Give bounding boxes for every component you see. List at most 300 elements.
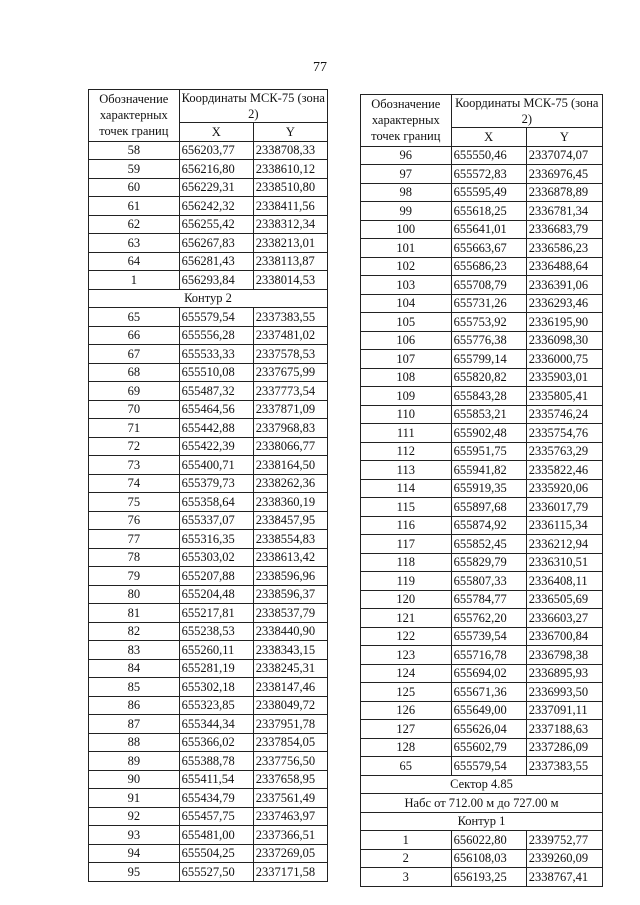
table-row — [89, 252, 328, 271]
table-row — [361, 627, 603, 646]
section-row — [361, 794, 603, 813]
point-number: 84 — [89, 659, 180, 678]
x-coordinate: 655204,48 — [179, 585, 253, 604]
y-coordinate: 2339260,09 — [526, 849, 602, 868]
point-number: 67 — [89, 345, 180, 364]
point-number: 81 — [89, 604, 180, 623]
x-coordinate: 655316,35 — [179, 530, 253, 549]
point-number: 62 — [89, 215, 180, 234]
y-coordinate: 2337756,50 — [253, 752, 327, 771]
table-row — [89, 715, 328, 734]
x-coordinate: 656193,25 — [451, 868, 526, 887]
x-coordinate: 655820,82 — [451, 368, 526, 387]
x-coordinate: 655510,08 — [179, 363, 253, 382]
point-number: 70 — [89, 400, 180, 419]
x-coordinate: 655344,34 — [179, 715, 253, 734]
point-number: 72 — [89, 437, 180, 456]
y-coordinate: 2337561,49 — [253, 789, 327, 808]
y-coordinate: 2339752,77 — [526, 831, 602, 850]
table-row — [89, 696, 328, 715]
y-coordinate: 2338554,83 — [253, 530, 327, 549]
table-row — [89, 456, 328, 475]
table-row — [361, 757, 603, 776]
point-number: 79 — [89, 567, 180, 586]
x-coordinate: 656203,77 — [179, 141, 253, 160]
table-row — [89, 400, 328, 419]
y-coordinate: 2336895,93 — [526, 664, 602, 683]
y-coordinate: 2336017,79 — [526, 498, 602, 517]
y-coordinate: 2337675,99 — [253, 363, 327, 382]
point-number: 86 — [89, 696, 180, 715]
header-coordinates: Координаты МСК-75 (зона 2) — [179, 90, 327, 123]
header-y: Y — [526, 128, 602, 147]
table-row — [361, 479, 603, 498]
y-coordinate: 2338014,53 — [253, 271, 327, 290]
header-x: X — [451, 128, 526, 147]
point-number: 93 — [89, 826, 180, 845]
table-row — [361, 368, 603, 387]
table-row — [89, 622, 328, 641]
y-coordinate: 2337091,11 — [526, 701, 602, 720]
table-row — [89, 197, 328, 216]
coordinates-table-right — [360, 94, 603, 887]
x-coordinate: 655649,00 — [451, 701, 526, 720]
y-coordinate: 2338049,72 — [253, 696, 327, 715]
y-coordinate: 2337463,97 — [253, 807, 327, 826]
header-designation: Обозначение характерных точек границ — [89, 90, 180, 142]
point-number: 61 — [89, 197, 180, 216]
y-coordinate: 2338066,77 — [253, 437, 327, 456]
x-coordinate: 655753,92 — [451, 313, 526, 332]
point-number: 71 — [89, 419, 180, 438]
point-number: 69 — [89, 382, 180, 401]
y-coordinate: 2336391,06 — [526, 276, 602, 295]
table-row — [89, 437, 328, 456]
x-coordinate: 656229,31 — [179, 178, 253, 197]
y-coordinate: 2338113,87 — [253, 252, 327, 271]
y-coordinate: 2338213,01 — [253, 234, 327, 253]
point-number: 105 — [361, 313, 452, 332]
table-row — [89, 807, 328, 826]
y-coordinate: 2338596,37 — [253, 585, 327, 604]
table-row — [361, 405, 603, 424]
x-coordinate: 656293,84 — [179, 271, 253, 290]
table-row — [89, 382, 328, 401]
point-number: 104 — [361, 294, 452, 313]
table-row — [361, 313, 603, 332]
point-number: 78 — [89, 548, 180, 567]
table-row — [361, 849, 603, 868]
y-coordinate: 2338440,90 — [253, 622, 327, 641]
x-coordinate: 655281,19 — [179, 659, 253, 678]
point-number: 114 — [361, 479, 452, 498]
y-coordinate: 2336293,46 — [526, 294, 602, 313]
point-number: 103 — [361, 276, 452, 295]
x-coordinate: 655776,38 — [451, 331, 526, 350]
y-coordinate: 2337871,09 — [253, 400, 327, 419]
table-row — [89, 234, 328, 253]
coordinates-table-left — [88, 89, 328, 882]
table-row — [89, 419, 328, 438]
point-number: 1 — [89, 271, 180, 290]
table-row — [361, 590, 603, 609]
y-coordinate: 2335920,06 — [526, 479, 602, 498]
table-row — [89, 567, 328, 586]
x-coordinate: 655784,77 — [451, 590, 526, 609]
x-coordinate: 656242,32 — [179, 197, 253, 216]
table-row — [89, 530, 328, 549]
point-number: 68 — [89, 363, 180, 382]
point-number: 122 — [361, 627, 452, 646]
x-coordinate: 655422,39 — [179, 437, 253, 456]
table-row — [361, 220, 603, 239]
point-number: 101 — [361, 239, 452, 258]
y-coordinate: 2336310,51 — [526, 553, 602, 572]
x-coordinate: 655694,02 — [451, 664, 526, 683]
table-row — [361, 276, 603, 295]
point-number: 95 — [89, 863, 180, 882]
table-row — [361, 516, 603, 535]
table-row — [361, 387, 603, 406]
y-coordinate: 2337854,05 — [253, 733, 327, 752]
table-row — [361, 442, 603, 461]
table-row — [361, 831, 603, 850]
x-coordinate: 655579,54 — [179, 308, 253, 327]
x-coordinate: 655731,26 — [451, 294, 526, 313]
page-number: 77 — [313, 60, 327, 75]
table-row — [361, 257, 603, 276]
y-coordinate: 2338767,41 — [526, 868, 602, 887]
table-row — [361, 498, 603, 517]
table-row — [361, 239, 603, 258]
table-row — [89, 604, 328, 623]
y-coordinate: 2337074,07 — [526, 146, 602, 165]
point-number: 102 — [361, 257, 452, 276]
x-coordinate: 655302,18 — [179, 678, 253, 697]
y-coordinate: 2335763,29 — [526, 442, 602, 461]
point-number: 125 — [361, 683, 452, 702]
y-coordinate: 2336195,90 — [526, 313, 602, 332]
y-coordinate: 2337383,55 — [253, 308, 327, 327]
point-number: 65 — [361, 757, 452, 776]
point-number: 87 — [89, 715, 180, 734]
y-coordinate: 2338360,19 — [253, 493, 327, 512]
x-coordinate: 655379,73 — [179, 474, 253, 493]
point-number: 83 — [89, 641, 180, 660]
table-row — [361, 701, 603, 720]
section-label: Контур 1 — [361, 812, 603, 831]
x-coordinate: 655504,25 — [179, 844, 253, 863]
point-number: 3 — [361, 868, 452, 887]
y-coordinate: 2335805,41 — [526, 387, 602, 406]
table-row — [361, 720, 603, 739]
y-coordinate: 2338537,79 — [253, 604, 327, 623]
x-coordinate: 655337,07 — [179, 511, 253, 530]
x-coordinate: 655323,85 — [179, 696, 253, 715]
point-number: 1 — [361, 831, 452, 850]
x-coordinate: 655260,11 — [179, 641, 253, 660]
x-coordinate: 655481,00 — [179, 826, 253, 845]
x-coordinate: 655602,79 — [451, 738, 526, 757]
point-number: 119 — [361, 572, 452, 591]
x-coordinate: 655434,79 — [179, 789, 253, 808]
y-coordinate: 2337658,95 — [253, 770, 327, 789]
point-number: 80 — [89, 585, 180, 604]
header-coordinates: Координаты МСК-75 (зона 2) — [451, 95, 602, 128]
table-row — [89, 678, 328, 697]
table-row — [89, 271, 328, 290]
point-number: 94 — [89, 844, 180, 863]
x-coordinate: 655464,56 — [179, 400, 253, 419]
table-row — [89, 844, 328, 863]
y-coordinate: 2335903,01 — [526, 368, 602, 387]
point-number: 107 — [361, 350, 452, 369]
x-coordinate: 655400,71 — [179, 456, 253, 475]
table-row — [89, 585, 328, 604]
table-row — [89, 641, 328, 660]
y-coordinate: 2336586,23 — [526, 239, 602, 258]
table-row — [89, 215, 328, 234]
point-number: 89 — [89, 752, 180, 771]
x-coordinate: 656022,80 — [451, 831, 526, 850]
section-label: Сектор 4.85 — [361, 775, 603, 794]
point-number: 120 — [361, 590, 452, 609]
x-coordinate: 655897,68 — [451, 498, 526, 517]
y-coordinate: 2338245,31 — [253, 659, 327, 678]
table-row — [89, 752, 328, 771]
point-number: 111 — [361, 424, 452, 443]
table-row — [89, 511, 328, 530]
point-number: 66 — [89, 326, 180, 345]
y-coordinate: 2336115,34 — [526, 516, 602, 535]
x-coordinate: 655686,23 — [451, 257, 526, 276]
y-coordinate: 2336700,84 — [526, 627, 602, 646]
table-row — [361, 424, 603, 443]
x-coordinate: 655663,67 — [451, 239, 526, 258]
y-coordinate: 2337286,09 — [526, 738, 602, 757]
x-coordinate: 655829,79 — [451, 553, 526, 572]
x-coordinate: 656216,80 — [179, 160, 253, 179]
table-row — [361, 202, 603, 221]
x-coordinate: 655919,35 — [451, 479, 526, 498]
point-number: 58 — [89, 141, 180, 160]
table-row — [89, 770, 328, 789]
point-number: 92 — [89, 807, 180, 826]
x-coordinate: 655874,92 — [451, 516, 526, 535]
table-row — [89, 160, 328, 179]
x-coordinate: 655238,53 — [179, 622, 253, 641]
x-coordinate: 655457,75 — [179, 807, 253, 826]
header-designation: Обозначение характерных точек границ — [361, 95, 452, 147]
point-number: 97 — [361, 165, 452, 184]
x-coordinate: 655618,25 — [451, 202, 526, 221]
section-row — [361, 775, 603, 794]
y-coordinate: 2337366,51 — [253, 826, 327, 845]
point-number: 98 — [361, 183, 452, 202]
y-coordinate: 2338343,15 — [253, 641, 327, 660]
y-coordinate: 2336976,45 — [526, 165, 602, 184]
x-coordinate: 655579,54 — [451, 757, 526, 776]
table-row — [361, 535, 603, 554]
table-row — [361, 868, 603, 887]
x-coordinate: 656281,43 — [179, 252, 253, 271]
point-number: 65 — [89, 308, 180, 327]
x-coordinate: 655807,33 — [451, 572, 526, 591]
y-coordinate: 2335822,46 — [526, 461, 602, 480]
y-coordinate: 2336603,27 — [526, 609, 602, 628]
point-number: 59 — [89, 160, 180, 179]
table-row — [89, 548, 328, 567]
table-body-left — [89, 141, 328, 881]
y-coordinate: 2337171,58 — [253, 863, 327, 882]
x-coordinate: 656108,03 — [451, 849, 526, 868]
x-coordinate: 655533,33 — [179, 345, 253, 364]
point-number: 73 — [89, 456, 180, 475]
table-row — [89, 733, 328, 752]
x-coordinate: 655902,48 — [451, 424, 526, 443]
table-row — [89, 659, 328, 678]
y-coordinate: 2335754,76 — [526, 424, 602, 443]
point-number: 75 — [89, 493, 180, 512]
x-coordinate: 655708,79 — [451, 276, 526, 295]
y-coordinate: 2338312,34 — [253, 215, 327, 234]
x-coordinate: 655739,54 — [451, 627, 526, 646]
y-coordinate: 2337269,05 — [253, 844, 327, 863]
x-coordinate: 655366,02 — [179, 733, 253, 752]
x-coordinate: 655852,45 — [451, 535, 526, 554]
point-number: 63 — [89, 234, 180, 253]
y-coordinate: 2337188,63 — [526, 720, 602, 739]
table-row — [89, 474, 328, 493]
point-number: 121 — [361, 609, 452, 628]
section-label: Контур 2 — [89, 289, 328, 308]
y-coordinate: 2337481,02 — [253, 326, 327, 345]
y-coordinate: 2336993,50 — [526, 683, 602, 702]
point-number: 117 — [361, 535, 452, 554]
x-coordinate: 655843,28 — [451, 387, 526, 406]
table-body-right — [361, 146, 603, 886]
point-number: 82 — [89, 622, 180, 641]
point-number: 116 — [361, 516, 452, 535]
y-coordinate: 2338164,50 — [253, 456, 327, 475]
x-coordinate: 655572,83 — [451, 165, 526, 184]
table-row — [361, 738, 603, 757]
x-coordinate: 655358,64 — [179, 493, 253, 512]
table-row — [361, 146, 603, 165]
y-coordinate: 2338708,33 — [253, 141, 327, 160]
y-coordinate: 2336798,38 — [526, 646, 602, 665]
table-row — [89, 789, 328, 808]
point-number: 126 — [361, 701, 452, 720]
y-coordinate: 2337383,55 — [526, 757, 602, 776]
table-row — [361, 609, 603, 628]
x-coordinate: 655941,82 — [451, 461, 526, 480]
point-number: 85 — [89, 678, 180, 697]
point-number: 113 — [361, 461, 452, 480]
point-number: 108 — [361, 368, 452, 387]
x-coordinate: 655762,20 — [451, 609, 526, 628]
table-row — [89, 493, 328, 512]
table-row — [361, 664, 603, 683]
x-coordinate: 655716,78 — [451, 646, 526, 665]
table-row — [361, 183, 603, 202]
x-coordinate: 655217,81 — [179, 604, 253, 623]
y-coordinate: 2336212,94 — [526, 535, 602, 554]
x-coordinate: 655207,88 — [179, 567, 253, 586]
point-number: 109 — [361, 387, 452, 406]
point-number: 90 — [89, 770, 180, 789]
point-number: 76 — [89, 511, 180, 530]
x-coordinate: 655641,01 — [451, 220, 526, 239]
point-number: 91 — [89, 789, 180, 808]
y-coordinate: 2336098,30 — [526, 331, 602, 350]
point-number: 115 — [361, 498, 452, 517]
y-coordinate: 2337968,83 — [253, 419, 327, 438]
header-y: Y — [253, 123, 327, 142]
table-row — [89, 141, 328, 160]
section-row — [361, 812, 603, 831]
x-coordinate: 655487,32 — [179, 382, 253, 401]
y-coordinate: 2336683,79 — [526, 220, 602, 239]
point-number: 88 — [89, 733, 180, 752]
x-coordinate: 655951,75 — [451, 442, 526, 461]
point-number: 106 — [361, 331, 452, 350]
y-coordinate: 2337773,54 — [253, 382, 327, 401]
point-number: 64 — [89, 252, 180, 271]
x-coordinate: 655303,02 — [179, 548, 253, 567]
point-number: 100 — [361, 220, 452, 239]
y-coordinate: 2338510,80 — [253, 178, 327, 197]
y-coordinate: 2336488,64 — [526, 257, 602, 276]
x-coordinate: 655388,78 — [179, 752, 253, 771]
x-coordinate: 655527,50 — [179, 863, 253, 882]
y-coordinate: 2338262,36 — [253, 474, 327, 493]
x-coordinate: 655411,54 — [179, 770, 253, 789]
section-label: Набс от 712.00 м до 727.00 м — [361, 794, 603, 813]
y-coordinate: 2338610,12 — [253, 160, 327, 179]
point-number: 110 — [361, 405, 452, 424]
table-row — [361, 683, 603, 702]
point-number: 74 — [89, 474, 180, 493]
y-coordinate: 2338411,56 — [253, 197, 327, 216]
x-coordinate: 656267,83 — [179, 234, 253, 253]
table-row — [361, 553, 603, 572]
table-row — [361, 572, 603, 591]
x-coordinate: 655626,04 — [451, 720, 526, 739]
point-number: 118 — [361, 553, 452, 572]
point-number: 60 — [89, 178, 180, 197]
table-row — [361, 350, 603, 369]
y-coordinate: 2336408,11 — [526, 572, 602, 591]
section-row — [89, 289, 328, 308]
point-number: 128 — [361, 738, 452, 757]
table-row — [89, 345, 328, 364]
table-row — [361, 294, 603, 313]
x-coordinate: 655442,88 — [179, 419, 253, 438]
table-row — [89, 363, 328, 382]
point-number: 112 — [361, 442, 452, 461]
x-coordinate: 655853,21 — [451, 405, 526, 424]
header-x: X — [179, 123, 253, 142]
y-coordinate: 2338596,96 — [253, 567, 327, 586]
y-coordinate: 2338457,95 — [253, 511, 327, 530]
x-coordinate: 655671,36 — [451, 683, 526, 702]
x-coordinate: 655556,28 — [179, 326, 253, 345]
point-number: 77 — [89, 530, 180, 549]
point-number: 124 — [361, 664, 452, 683]
table-row — [89, 826, 328, 845]
table-row — [89, 308, 328, 327]
